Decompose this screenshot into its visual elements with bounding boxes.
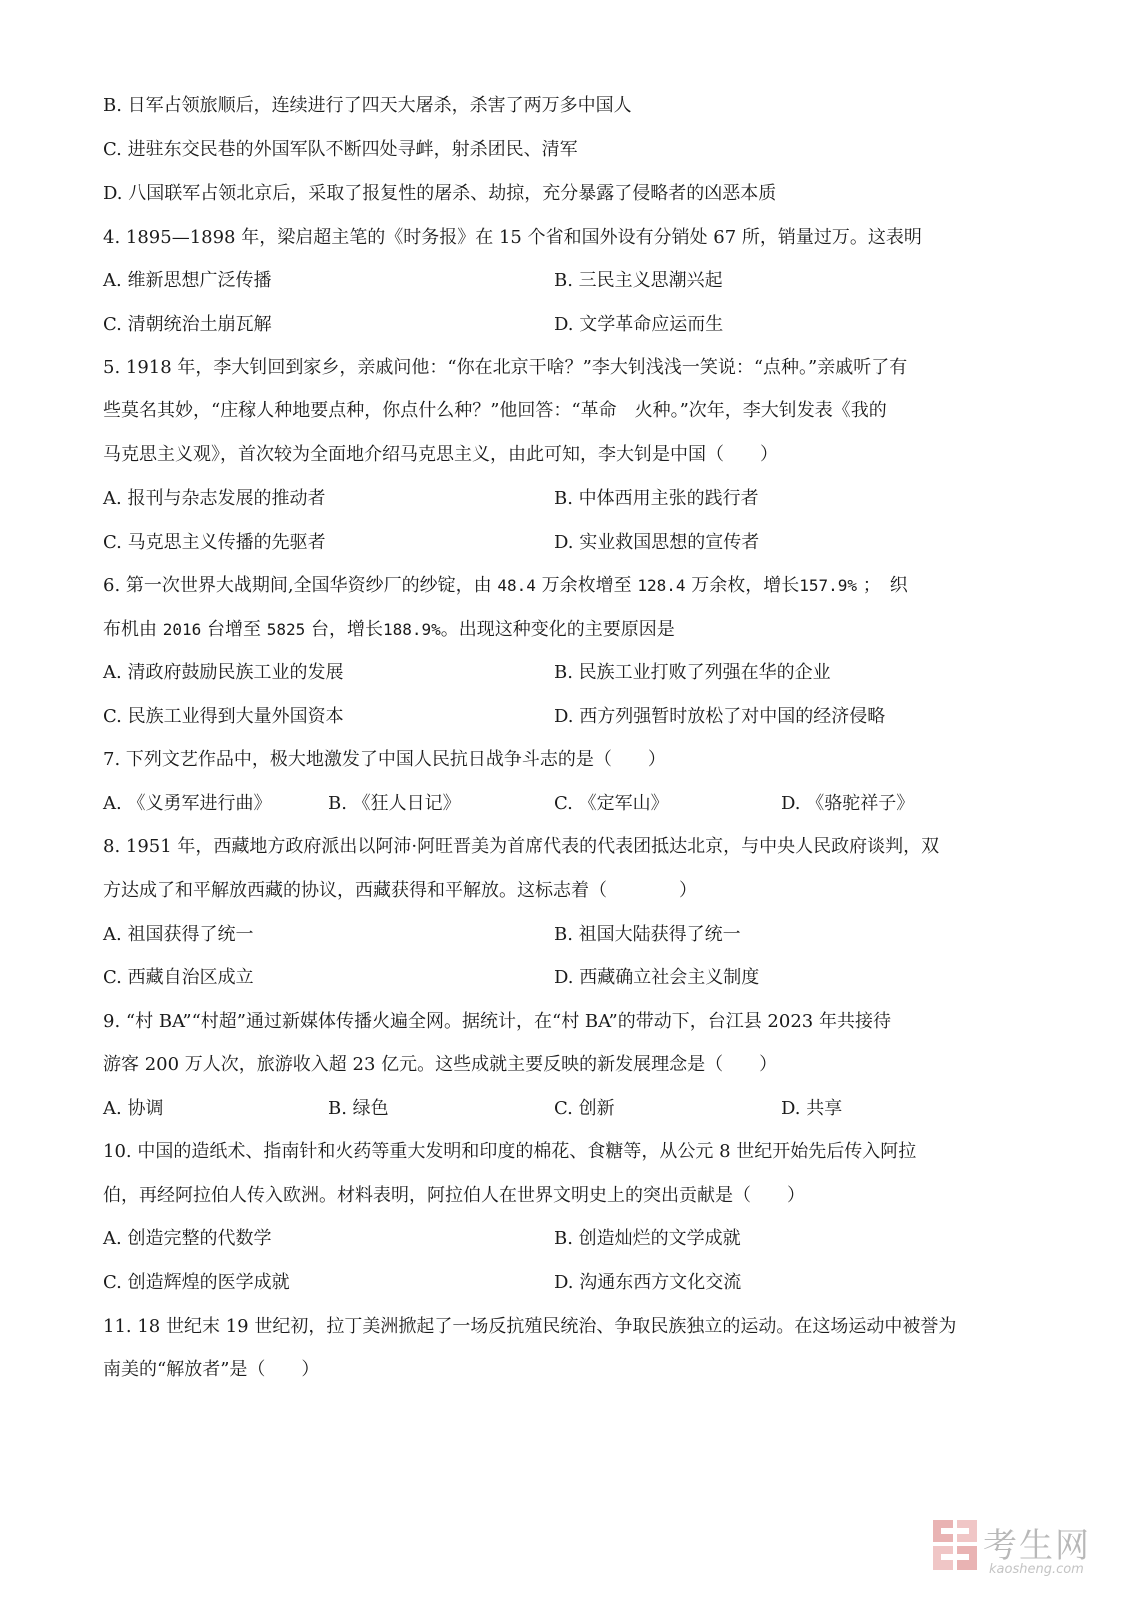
q5-option-c: C. 马克思主义传播的先驱者 <box>103 532 326 553</box>
q8-stem-line1: 8. 1951 年，西藏地方政府派出以阿沛·阿旺晋美为首席代表的代表团抵达北京，与中央人民政府谈判，双 <box>103 836 940 857</box>
q6-text: ； 织 <box>862 575 908 596</box>
q11-stem-line2: 南美的“解放者”是（ ） <box>103 1359 320 1380</box>
q4-option-b: B. 三民主义思潮兴起 <box>554 270 723 291</box>
q10-option-a: A. 创造完整的代数学 <box>103 1228 272 1249</box>
q7-option-d: D. 《骆驼祥子》 <box>781 793 915 814</box>
q6-text: 台增至 <box>207 619 261 640</box>
q5-option-d: D. 实业救国思想的宣传者 <box>554 532 760 553</box>
q6-text: 。出现这种变化的主要原因是 <box>440 619 675 640</box>
q4-option-c: C. 清朝统治土崩瓦解 <box>103 314 272 335</box>
kaosheng-logo-icon <box>933 1520 977 1570</box>
q11-stem-line1: 11. 18 世纪末 19 世纪初，拉丁美洲掀起了一场反抗殖民统治、争取民族独立的运动。在这场运动中被誉为 <box>103 1316 957 1337</box>
q6-text: 万余枚，增长 <box>691 575 800 596</box>
q10-option-b: B. 创造灿烂的文学成就 <box>554 1228 741 1249</box>
q10-stem-line1: 10. 中国的造纸术、指南针和火药等重大发明和印度的棉花、食糖等，从公元 8 世纪开始先后传入阿拉 <box>103 1141 917 1162</box>
q3-option-c: C. 进驻东交民巷的外国军队不断四处寻衅，射杀团民、清军 <box>103 139 578 160</box>
q8-stem-line2: 方达成了和平解放西藏的协议，西藏获得和平解放。这标志着（ ） <box>103 880 697 901</box>
watermark-url: kaosheng.com <box>989 1562 1084 1577</box>
q6-number: 48.4 <box>497 576 536 595</box>
q10-stem-line2: 伯，再经阿拉伯人传入欧洲。材料表明，阿拉伯人在世界文明史上的突出贡献是（ ） <box>103 1185 805 1206</box>
q9-option-c: C. 创新 <box>554 1098 615 1119</box>
q6-option-a: A. 清政府鼓励民族工业的发展 <box>103 662 344 683</box>
q6-number: 128.4 <box>637 576 686 595</box>
q9-option-d: D. 共享 <box>781 1098 843 1119</box>
q8-option-c: C. 西藏自治区成立 <box>103 967 254 988</box>
q4-stem: 4. 1895—1898 年，梁启超主笔的《时务报》在 15 个省和国外设有分销处 67 所，销量过万。这表明 <box>103 227 922 248</box>
q6-number: 157.9% <box>799 576 858 595</box>
q8-option-a: A. 祖国获得了统一 <box>103 924 254 945</box>
q6-number: 5825 <box>266 620 306 639</box>
q6-option-b: B. 民族工业打败了列强在华的企业 <box>554 662 831 683</box>
watermark-brand: 考生网 <box>983 1526 1091 1566</box>
q9-option-b: B. 绿色 <box>328 1098 389 1119</box>
q6-text: 布机由 <box>103 619 157 640</box>
q6-text: 万余枚增至 <box>541 575 632 596</box>
q6-option-c: C. 民族工业得到大量外国资本 <box>103 706 344 727</box>
q9-stem-line2: 游客 200 万人次，旅游收入超 23 亿元。这些成就主要反映的新发展理念是（ ） <box>103 1054 778 1075</box>
q5-stem-line1: 5. 1918 年，李大钊回到家乡，亲戚问他：“你在北京干啥？”李大钊浅浅一笑说：“点种。”亲戚听了有 <box>103 357 908 378</box>
q6-stem-line2 <box>103 616 1033 644</box>
q8-option-b: B. 祖国大陆获得了统一 <box>554 924 741 945</box>
q6-text: 台，增长 <box>311 619 383 640</box>
q3-option-d: D. 八国联军占领北京后，采取了报复性的屠杀、劫掠，充分暴露了侵略者的凶恶本质 <box>103 183 777 204</box>
q9-option-a: A. 协调 <box>103 1098 164 1119</box>
q7-option-a: A. 《义勇军进行曲》 <box>103 793 272 814</box>
q5-option-b: B. 中体西用主张的践行者 <box>554 488 759 509</box>
q10-option-c: C. 创造辉煌的医学成就 <box>103 1272 290 1293</box>
q4-option-d: D. 文学革命应运而生 <box>554 314 724 335</box>
q7-stem: 7. 下列文艺作品中，极大地激发了中国人民抗日战争斗志的是（ ） <box>103 749 666 770</box>
q9-stem-line1: 9. “村 BA”“村超”通过新媒体传播火遍全网。据统计，在“村 BA”的带动下，台江县 2023 年共接待 <box>103 1011 891 1032</box>
q5-stem-line3: 马克思主义观》，首次较为全面地介绍马克思主义，由此可知，李大钊是中国（ ） <box>103 444 778 465</box>
q6-option-d: D. 西方列强暂时放松了对中国的经济侵略 <box>554 706 886 727</box>
q5-stem-line2: 些莫名其妙，“庄稼人种地要点种，你点什么种？”他回答：“革命 火种。”次年，李大钊发表《我的 <box>103 400 887 421</box>
q5-option-a: A. 报刊与杂志发展的推动者 <box>103 488 326 509</box>
q6-stem-line1 <box>103 572 1033 600</box>
q4-option-a: A. 维新思想广泛传播 <box>103 270 272 291</box>
q6-number: 2016 <box>162 620 202 639</box>
q7-option-c: C. 《定军山》 <box>554 793 669 814</box>
q8-option-d: D. 西藏确立社会主义制度 <box>554 967 760 988</box>
q7-option-b: B. 《狂人日记》 <box>328 793 461 814</box>
q3-option-b: B. 日军占领旅顺后，连续进行了四天大屠杀，杀害了两万多中国人 <box>103 95 632 116</box>
q6-text: 6. 第一次世界大战期间,全国华资纱厂的纱锭，由 <box>103 575 492 596</box>
q10-option-d: D. 沟通东西方文化交流 <box>554 1272 742 1293</box>
q6-number: 188.9% <box>383 620 441 639</box>
watermark <box>933 1516 1113 1586</box>
